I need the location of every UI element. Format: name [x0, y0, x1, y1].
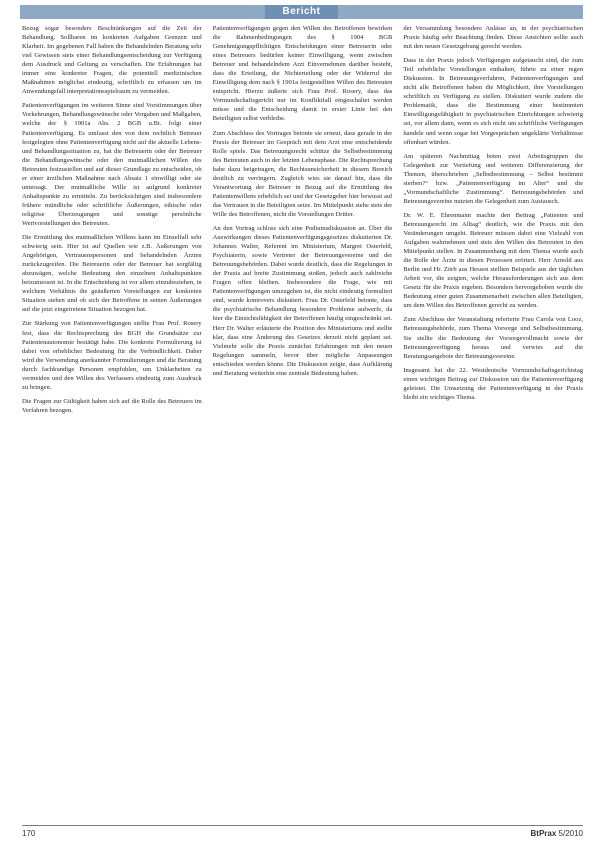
- paragraph: Am späteren Nachmittag boten zwei Arbeitsgruppen die Gelegenheit zur Vertiefung und weiteren Differenzierung der Themen, überschrieben „Selbstbestimmung – Selbst bestimmt sterben?“ bzw. „Patientenverfügung im Alter“ und die „Vormundschaftliche Zustimmung“. Betreuungsbehörden und Betreuungsvereine nutzten die Gelegenheit zum Austausch.: [403, 152, 583, 205]
- section-label: Bericht: [265, 5, 339, 19]
- journal-reference: [531, 829, 584, 838]
- page-number: 170: [22, 829, 36, 838]
- column-left: [22, 24, 202, 816]
- page-footer: [22, 825, 583, 840]
- paragraph: An den Vortrag schloss sich eine Podiumsdiskussion an. Über die Auswirkungen dieses Patientenverfügungsgesetzes diskutierten Dr. Johannes Walter, Referent im Ministerium, Margret Osterfeld, Psychiaterin, sowie Vertreter der Betreuungsvereine und der Betreuungsbehörden. Dabei wurde deutlich, dass die Regelungen in der Praxis auf breite Zustimmung stoßen, jedoch auch zahlreiche Fragen offen bleiben. Insbesondere die Frage, wie mit Patientenverfügungen umzugehen ist, die nicht eindeutig formuliert sind, wurde kontrovers diskutiert. Frau Dr. Osterfeld betonte, dass die psychiatrische Behandlung besondere Probleme aufwerfe, da hier die Einsichtsfähigkeit der Betroffenen häufig eingeschränkt sei. Herr Dr. Walter erläuterte die Position des Ministeriums und stellte klar, dass eine Änderung des Gesetzes derzeit nicht geplant sei. Vielmehr solle die Praxis zunächst Erfahrungen mit den neuen Regelungen sammeln, bevor über mögliche Anpassungen entschieden werden könne. Die Diskussion zeigte, dass Aufklärung und Beratung weiterhin eine zentrale Bedeutung haben.: [212, 224, 393, 377]
- paragraph: Dass in der Praxis jedoch Verfügungen aufgetaucht sind, die zum Teil erhebliche Vorstellungen enthalten, führte zu einer regen Diskussion. In Betreuungsverfahren, Patientenverfügungen und nicht alle Betroffenen haben die Möglichkeit, ihre Vorstellungen schriftlich zu Verfügung zu stellen. Diskutiert wurde zudem die Problematik, dass die Bestimmung einer bestimmten Einwilligungsfähigkeit in psychiatrischen Einrichtungen schwierig sei, vor allem dann, wenn es sich nicht um schriftliche Verfügungen handele und wenn sogar bei Vorgesprächen ungeklärte Verhältnisse offenbart würden.: [403, 57, 583, 146]
- journal-name: BtPrax: [530, 829, 557, 838]
- paragraph: der Versammlung besondere Anlässe an, in der psychiatrischen Praxis häufig sehr Beachtung finden. Diese Ansichten sollte auch mit den neuen Gesetzgebung gerecht werden.: [403, 25, 583, 51]
- paragraph: Zur Stärkung von Patientenverfügungen stellte Frau Prof. Rosery fest, dass die Rechtsprechung des BGH die Grundsätze zur Patientenautonomie bestätigt habe. Die konkrete Formulierung ist dabei von erheblicher Bedeutung für die Verbindlichkeit. Daher wird die Verwendung anerkannter Formulierungen und die Beratung durch fachkundige Personen empfohlen, um Unklarheiten zu vermeiden und den Willen des Verfassers eindeutig zum Ausdruck zu bringen.: [22, 320, 202, 391]
- paragraph: Bezug sogar besonders Beschränkungen auf die Zeit der Behandlung. Sollbaren im konkreten Aufgaben Grenzen und Klarheit. Im gegebenen Fall haben die Behandelnden Beratung sehr viel Gewissen stets einer Behandlungsentscheidung zur Verfügung dem Ausdruck und Geltung zu verschaffen. Die Erfahrungen hat immer eine konkreter Fragen, die potentiell medizinischen Maßnahmen möglichst eindeutig, schriftlich zu erfassen um im Anwendungsfall interpretationsspielraum zu vermeiden.: [22, 25, 202, 96]
- column-middle: [213, 24, 393, 816]
- paragraph: Patientenverfügungen gegen den Willen des Betroffenen bewirken die Rahmenbedingungen des § 1904 BGB Genehmigungspflichtigen Entscheidungen einer Betreuerin oder eines Betreuers bedürfen keiner Einwilligung, wenn zwischen Betreuer und behandelndem Arzt Einvernehmen darüber besteht, dass die Erteilung, die Nichterteilung oder der Widerruf der Einwilligung dem nach § 1901a festgestellten Willen des Betreuten entspricht. Hierzu äußerte sich Frau Prof. Rosery, dass das Vormundschaftsgericht nur im Konfliktfall eingeschaltet werden müsse und die Entscheidung damit in erster Linie bei den Beteiligten selbst verbleibe.: [212, 25, 393, 123]
- paragraph: Die Fragen zur Gültigkeit haben sich auf die Rolle des Betreuers im Verfahren bezogen.: [22, 397, 202, 414]
- paragraph: Zum Abschluss des Vortrages betonte sie erneut, dass gerade in der Praxis der Betreuer im Gespräch mit dem Arzt eine entscheidende Rolle spiele. Das Betreuungsrecht schütze die Selbstbestimmung des Betreuten auch in der letzten Lebensphase. Die Rechtsprechung habe dazu beigetragen, die Rechtsunsicherheit in diesem Bereich deutlich zu verringern. Zugleich wies sie darauf hin, dass die Verantwortung der Betreuer in Bezug auf die Ermittlung des Patientenwillens erheblich sei und der Gesetzgeber hier bewusst auf das Vertrauen in die Beteiligten setze. Im Mittelpunkt stehe stets der Wille des Betroffenen, nicht die Vorstellungen Dritter.: [212, 129, 393, 218]
- paragraph: Patientenverfügungen im weiteren Sinne sind Vorstimmungen über Vorkehrungen, Behandlungswünsche oder Vorgaben und Maßgaben, welche der § 1901a Abs. 2 BGB u.Bt. folgt einer Patientenverfügung. Es umfasst den von dem rechtlich Betreuer festgelegten ohne Patientenverfügung nicht auf die aktuelle Lebens- und Behandlungssituation zu, hat die Betreuerin oder der Betreuer die Behandlungswünsche oder den mutmaßlichen Willen des Betreuten festzustellen und auf dieser Grundlage zu entscheiden, ob er einer ärztlichen Maßnahme nach Absatz 1 einwilligt oder sie untersagt. Der mutmaßliche Wille ist aufgrund konkreter Anhaltspunkte zu ermitteln. Zu berücksichtigen sind insbesondere frühere mündliche oder schriftliche Äußerungen, ethische oder religiöse Überzeugungen und sonstige persönliche Wertvorstellungen des Betreuten.: [22, 102, 202, 227]
- header-bar: [20, 5, 583, 19]
- paragraph: Die Ermittlung des mutmaßlichen Willens kann im Einzelfall sehr schwierig sein. Hier ist auf Quellen wie z.B. Äußerungen von Angehörigen, Vertrauenspersonen und behandelnden Ärzten zurückzugreifen. Die Betreuerin oder der Betreuer hat sorgfältig abzuwägen, welche Bedeutung den einzelnen Anhaltspunkten beizumessen ist. In die Entscheidung ist vor allem einzubeziehen, in welchem Verhältnis die geäußerten Vorstellungen zur konkreten Situation stehen und ob sich der Betroffene in seinen Äußerungen auf die jetzt eingetretene Situation bezogen hat.: [22, 234, 202, 314]
- paragraph: Insgesamt hat die 22. Westdeutsche Vormundschaftsgerichtstag einen wichtigen Beitrag zur Diskussion um die Patientenverfügung geleistet. Die Umsetzung der Patientenverfügung in der Praxis bleibt ein wichtiges Thema.: [403, 366, 583, 401]
- paragraph: Zum Abschluss der Veranstaltung referierte Frau Carola von Looz, Betreuungsbehörde, zum Thema Vorsorge und Selbstbestimmung. Sie stellte die Bedeutung der Vorsorgevollmacht sowie der Betreuungsverfügung heraus und verwies auf die Beratungsangebote der Betreuungsvereine.: [403, 316, 583, 360]
- paragraph: Dr. W. E. Ehrenmann machte den Beitrag „Patienten und Betreuungsrecht im Alltag“ deutlich, wie die Praxis mit den Veränderungen umgeht. Betreuer müssen dabei eine Vielzahl von Aufgaben wahrnehmen und stets den Willen des Betreuten in den Mittelpunkt stellen. In Zusammenhang mit dem Thema wurde auch die Rolle der Ärzte in diesen Prozessen erörtert. Herr Arnold aus Berlin und Hr. Zörb aus Hessen stellten Beispiele aus der täglichen Arbeit vor, die zeigten, welche Herausforderungen sich aus dem Gesetz für die Praxis ergeben. Besonders hervorgehoben wurde die Bedeutung einer guten Zusammenarbeit zwischen allen Beteiligten, um dem Willen des Betroffenen gerecht zu werden.: [403, 211, 583, 310]
- article-body: [22, 24, 583, 816]
- column-right: [403, 24, 583, 816]
- journal-issue: 5/2010: [558, 829, 583, 838]
